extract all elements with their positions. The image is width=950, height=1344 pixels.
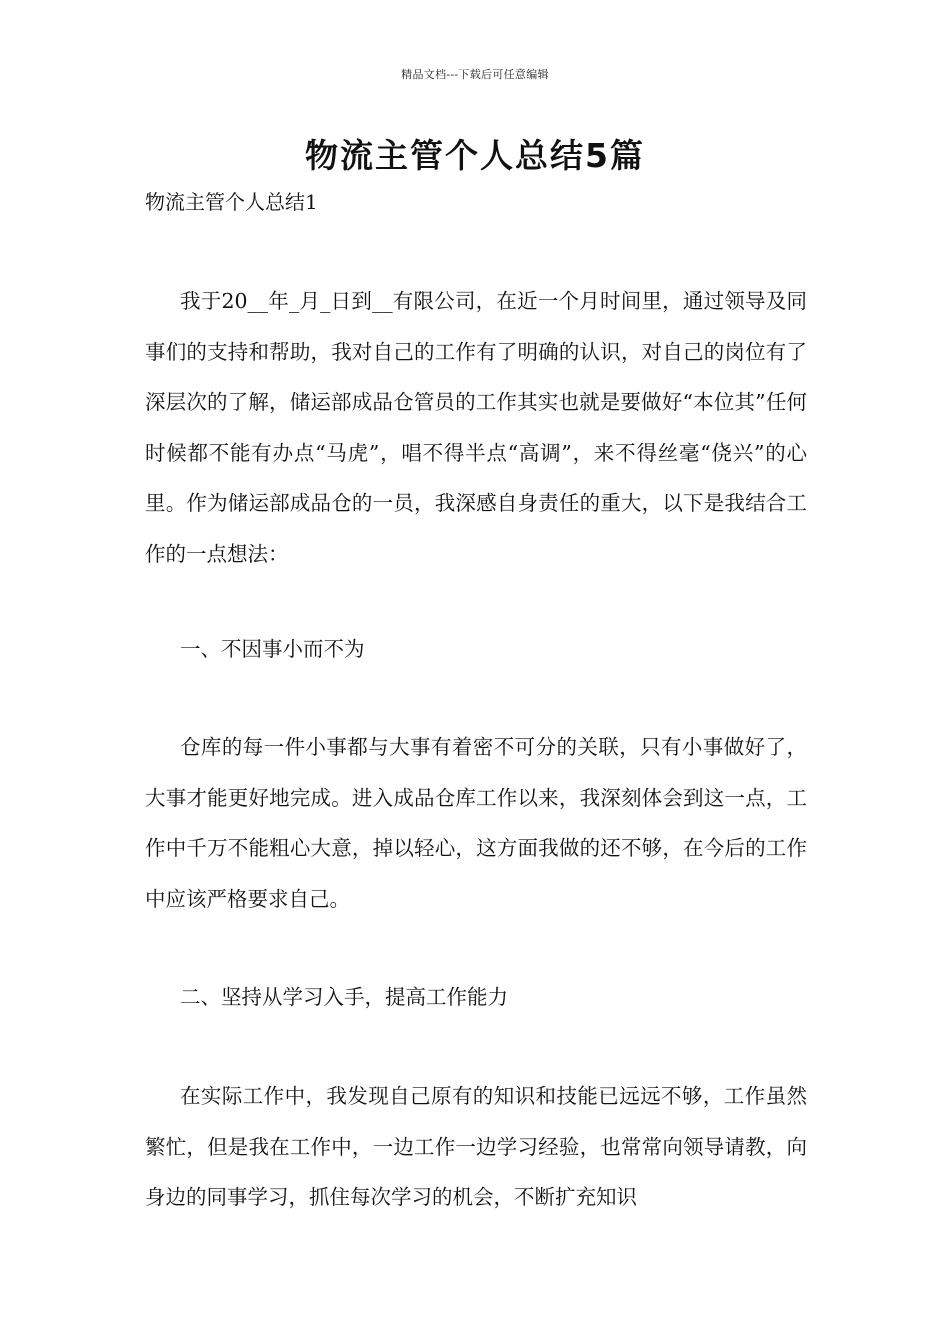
section-heading-2: 二、坚持从学习入手，提高工作能力 [180, 985, 508, 1009]
document-subtitle: 物流主管个人总结1 [145, 190, 318, 214]
document-title: 物流主管个人总结5篇 [305, 136, 645, 175]
header-note: 精品文档---下载后可任意编辑 [401, 68, 549, 81]
paragraph-section-1: 仓库的每一件小事都与大事有着密不可分的关联，只有小事做好了，大事才能更好地完成。进入成品仓库工作以来，我深刻体会到这一点，工作中千万不能粗心大意，掉以轻心，这方面我做的还不够，在今后的工作中应该严格要求自己。 [145, 735, 807, 911]
paragraph-section-2: 在实际工作中，我发现自己原有的知识和技能已远远不够，工作虽然繁忙，但是我在工作中，一边工作一边学习经验，也常常向领导请教，向身边的同事学习，抓住每次学习的机会，不断扩充知识 [145, 1084, 807, 1209]
paragraph-intro: 我于20__年_月_日到__有限公司，在近一个月时间里，通过领导及同事们的支持和帮助，我对自己的工作有了明确的认识，对自己的岗位有了深层次的了解，储运部成品仓管员的工作其实也就是要做好“本位其”任何时候都不能有办点“马虎”，唱不得半点“高调”，来不得丝毫“侥兴”的心里。作为储运部成品仓的一员，我深感自身责任的重大，以下是我结合工作的一点想法： [145, 289, 807, 566]
section-heading-1: 一、不因事小而不为 [180, 637, 365, 661]
